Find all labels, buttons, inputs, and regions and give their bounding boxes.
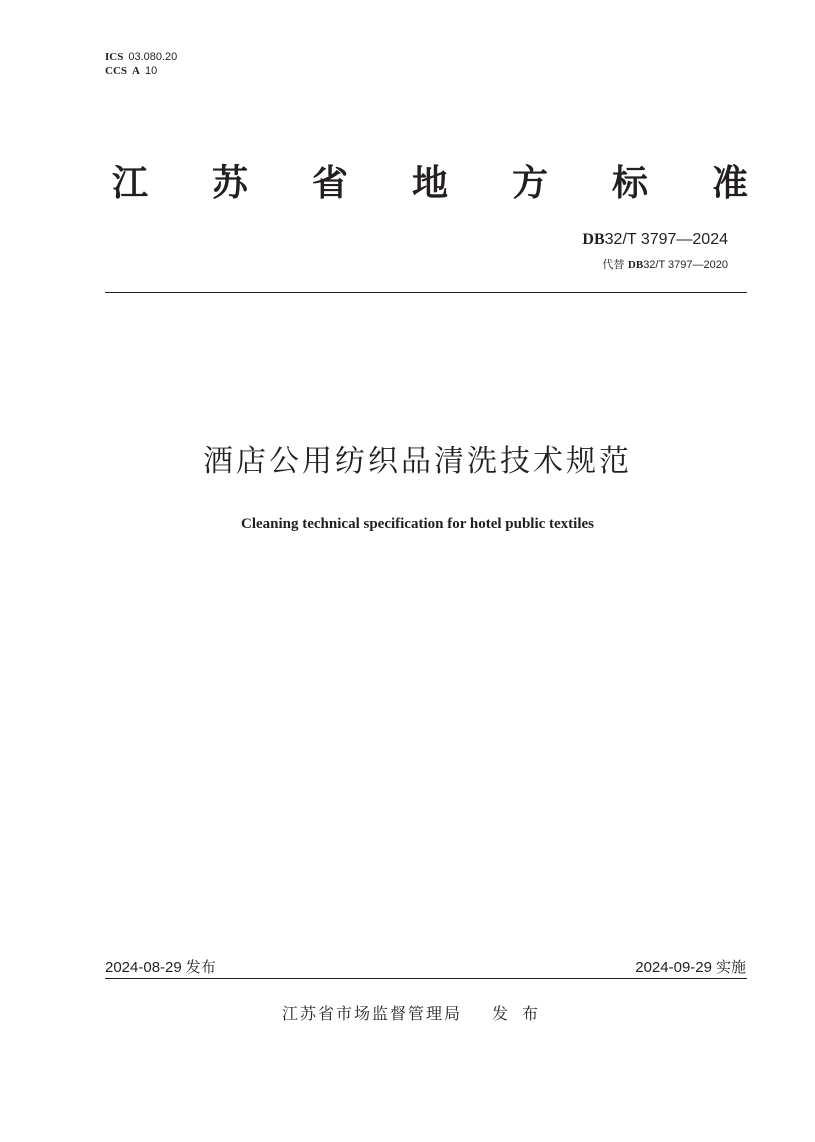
standard-number	[582, 229, 728, 249]
ccs-value: 10	[144, 65, 158, 77]
issue-date	[105, 957, 216, 978]
standard-number-prefix: DB	[582, 231, 605, 248]
replaces-standard	[602, 256, 728, 272]
ccs-code	[105, 64, 177, 78]
ics-value: 03.080.20	[128, 51, 178, 63]
implementation-date-value: 2024-09-29	[635, 959, 712, 976]
standard-type-char: 省	[311, 163, 348, 204]
implementation-date	[635, 957, 746, 978]
replaces-number: 32/T 3797—2020	[643, 259, 728, 271]
standard-number-value: 32/T 3797—2024	[604, 231, 728, 248]
standard-type-char: 地	[411, 163, 448, 204]
ics-code	[105, 50, 177, 64]
issue-date-label: 发布	[185, 958, 216, 976]
issuer-organization: 江苏省市场监督管理局	[282, 1004, 463, 1023]
classification-codes	[105, 50, 177, 78]
issuing-authority	[282, 1003, 552, 1025]
ics-label: ICS	[105, 51, 124, 63]
standard-type-heading	[100, 158, 760, 210]
standard-type-char: 方	[511, 163, 548, 204]
document-title-cn: 酒店公用纺织品清洗技术规范	[203, 444, 632, 479]
replaces-label: 代替	[602, 258, 628, 271]
header-divider	[105, 292, 747, 293]
replaces-prefix: DB	[627, 259, 644, 271]
ccs-label: CCS	[105, 65, 128, 77]
document-title-en: Cleaning technical specification for hotel public textiles	[240, 516, 595, 532]
footer-divider	[105, 978, 747, 979]
standard-type-char: 江	[111, 163, 148, 204]
implementation-date-label: 实施	[715, 958, 746, 976]
ccs-sub: A	[132, 65, 140, 77]
standard-type-char: 标	[611, 163, 648, 204]
standard-type-char: 苏	[211, 163, 248, 204]
issue-date-value: 2024-08-29	[105, 959, 182, 976]
standard-type-char: 准	[711, 163, 748, 204]
issuer-action: 发布	[492, 1004, 553, 1023]
